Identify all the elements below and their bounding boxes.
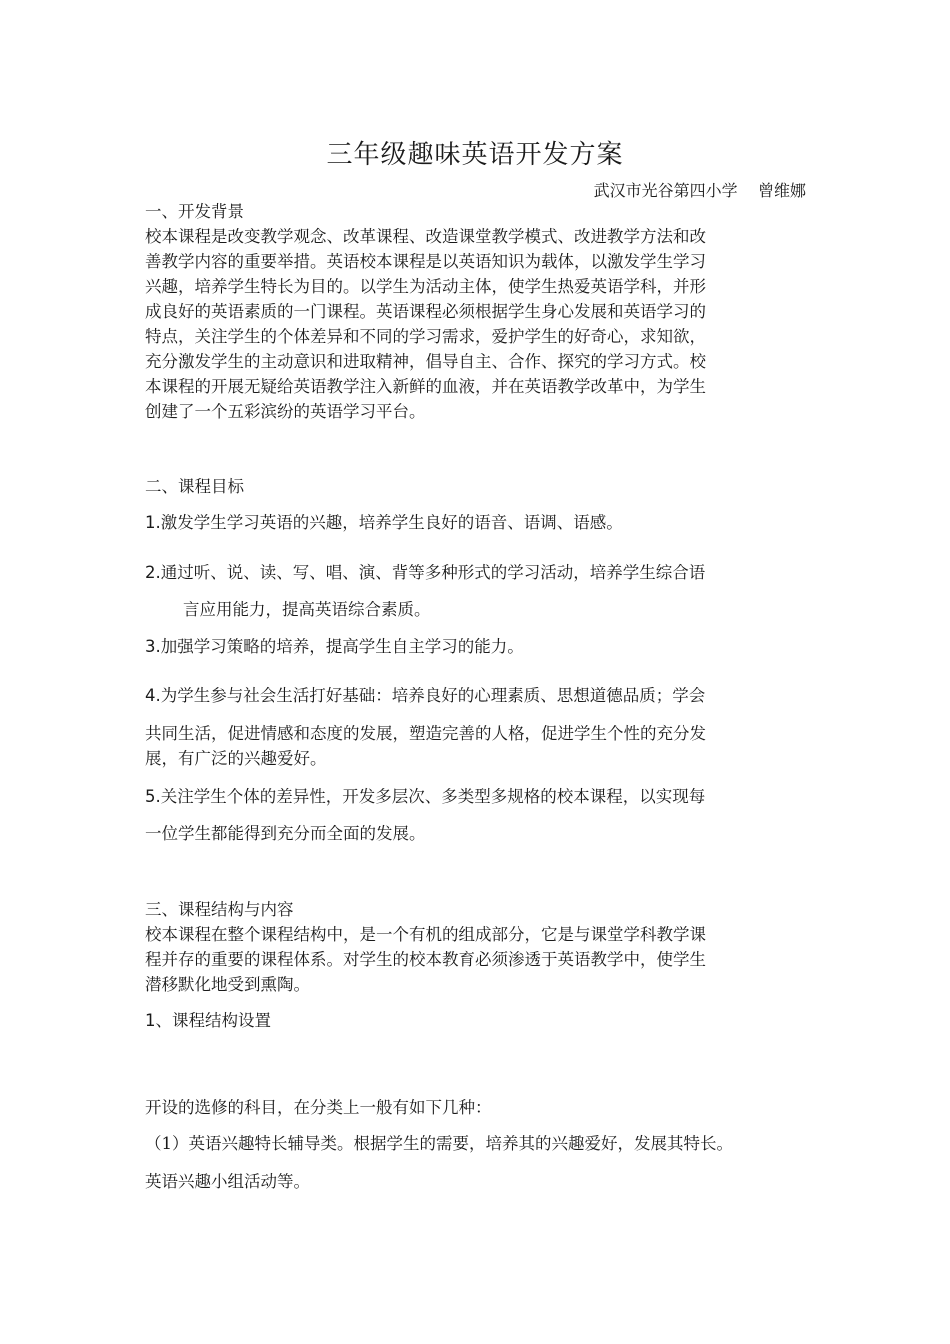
goal-number: 2.: [145, 563, 161, 582]
goal-text: 关注学生个体的差异性，开发多层次、多类型多规格的校本课程，以实现每: [160, 787, 706, 806]
paragraph-line: 程并存的重要的课程体系。对学生的校本教育必须渗透于英语教学中，使学生: [145, 950, 706, 969]
paragraph-line: 充分激发学生的主动意识和进取精神，倡导自主、合作、探究的学习方式。校: [145, 352, 706, 371]
goal-continuation: 一位学生都能得到充分而全面的发展。: [145, 824, 426, 843]
paragraph-line: 创建了一个五彩滨纷的英语学习平台。: [145, 402, 426, 421]
paragraph-line: 校本课程在整个课程结构中，是一个有机的组成部分，它是与课堂学科教学课: [145, 925, 706, 944]
goal-continuation: 共同生活，促进情感和态度的发展，塑造完善的人格，促进学生个性的充分发: [145, 724, 706, 743]
paragraph-line: 潜移默化地受到熏陶。: [145, 975, 310, 994]
goal-text: 激发学生学习英语的兴趣，培养学生良好的语音、语调、语感。: [160, 513, 623, 532]
sub-heading: [145, 1010, 271, 1032]
paragraph-line: 善教学内容的重要举措。英语校本课程是以英语知识为载体，以激发学生学习: [145, 252, 706, 271]
goal-number: 5.: [145, 787, 161, 806]
goal-item: [145, 786, 705, 808]
author-line: 武汉市光谷第四小学 曾维娜: [593, 181, 806, 200]
goal-item: [145, 685, 705, 707]
section-heading: 三、课程结构与内容: [145, 900, 294, 919]
goal-number: 1.: [145, 513, 161, 532]
goal-continuation: 言应用能力，提高英语综合素质。: [183, 600, 431, 619]
document-title: 三年级趣味英语开发方案: [326, 140, 624, 170]
paragraph-line: 开设的选修的科目，在分类上一般有如下几种：: [145, 1098, 492, 1117]
goal-item: [145, 562, 705, 584]
section-heading: 二、课程目标: [145, 477, 244, 496]
paragraph-line: 兴趣，培养学生特长为目的。以学生为活动主体，使学生热爱英语学科，并形: [145, 277, 706, 296]
paragraph-line: 本课程的开展无疑给英语教学注入新鲜的血液，并在英语教学改革中，为学生: [145, 377, 706, 396]
goal-continuation: 展，有广泛的兴趣爱好。: [145, 749, 327, 768]
goal-text: 加强学习策略的培养，提高学生自主学习的能力。: [160, 637, 524, 656]
goal-item: [145, 636, 524, 658]
sub-heading-text: 、课程结构设置: [155, 1011, 271, 1030]
goal-text: 为学生参与社会生活打好基础：培养良好的心理素质、思想道德品质；学会: [160, 686, 706, 705]
goal-number: 4.: [145, 686, 161, 705]
paragraph-line: 校本课程是改变教学观念、改革课程、改造课堂教学模式、改进教学方法和改: [145, 227, 706, 246]
section-heading: 一、开发背景: [145, 202, 244, 221]
paragraph-line: 特点，关注学生的个体差异和不同的学习需求，爱护学生的好奇心，求知欲，: [145, 327, 706, 346]
list-item: （1）英语兴趣特长辅导类。根据学生的需要，培养其的兴趣爱好，发展其特长。: [145, 1134, 733, 1153]
goal-text: 通过听、说、读、写、唱、演、背等多种形式的学习活动，培养学生综合语: [160, 563, 706, 582]
sub-heading-number: 1: [145, 1011, 156, 1030]
goal-number: 3.: [145, 637, 161, 656]
goal-item: [145, 512, 623, 534]
list-item-continuation: 英语兴趣小组活动等。: [145, 1172, 310, 1191]
paragraph-line: 成良好的英语素质的一门课程。英语课程必须根据学生身心发展和英语学习的: [145, 302, 706, 321]
